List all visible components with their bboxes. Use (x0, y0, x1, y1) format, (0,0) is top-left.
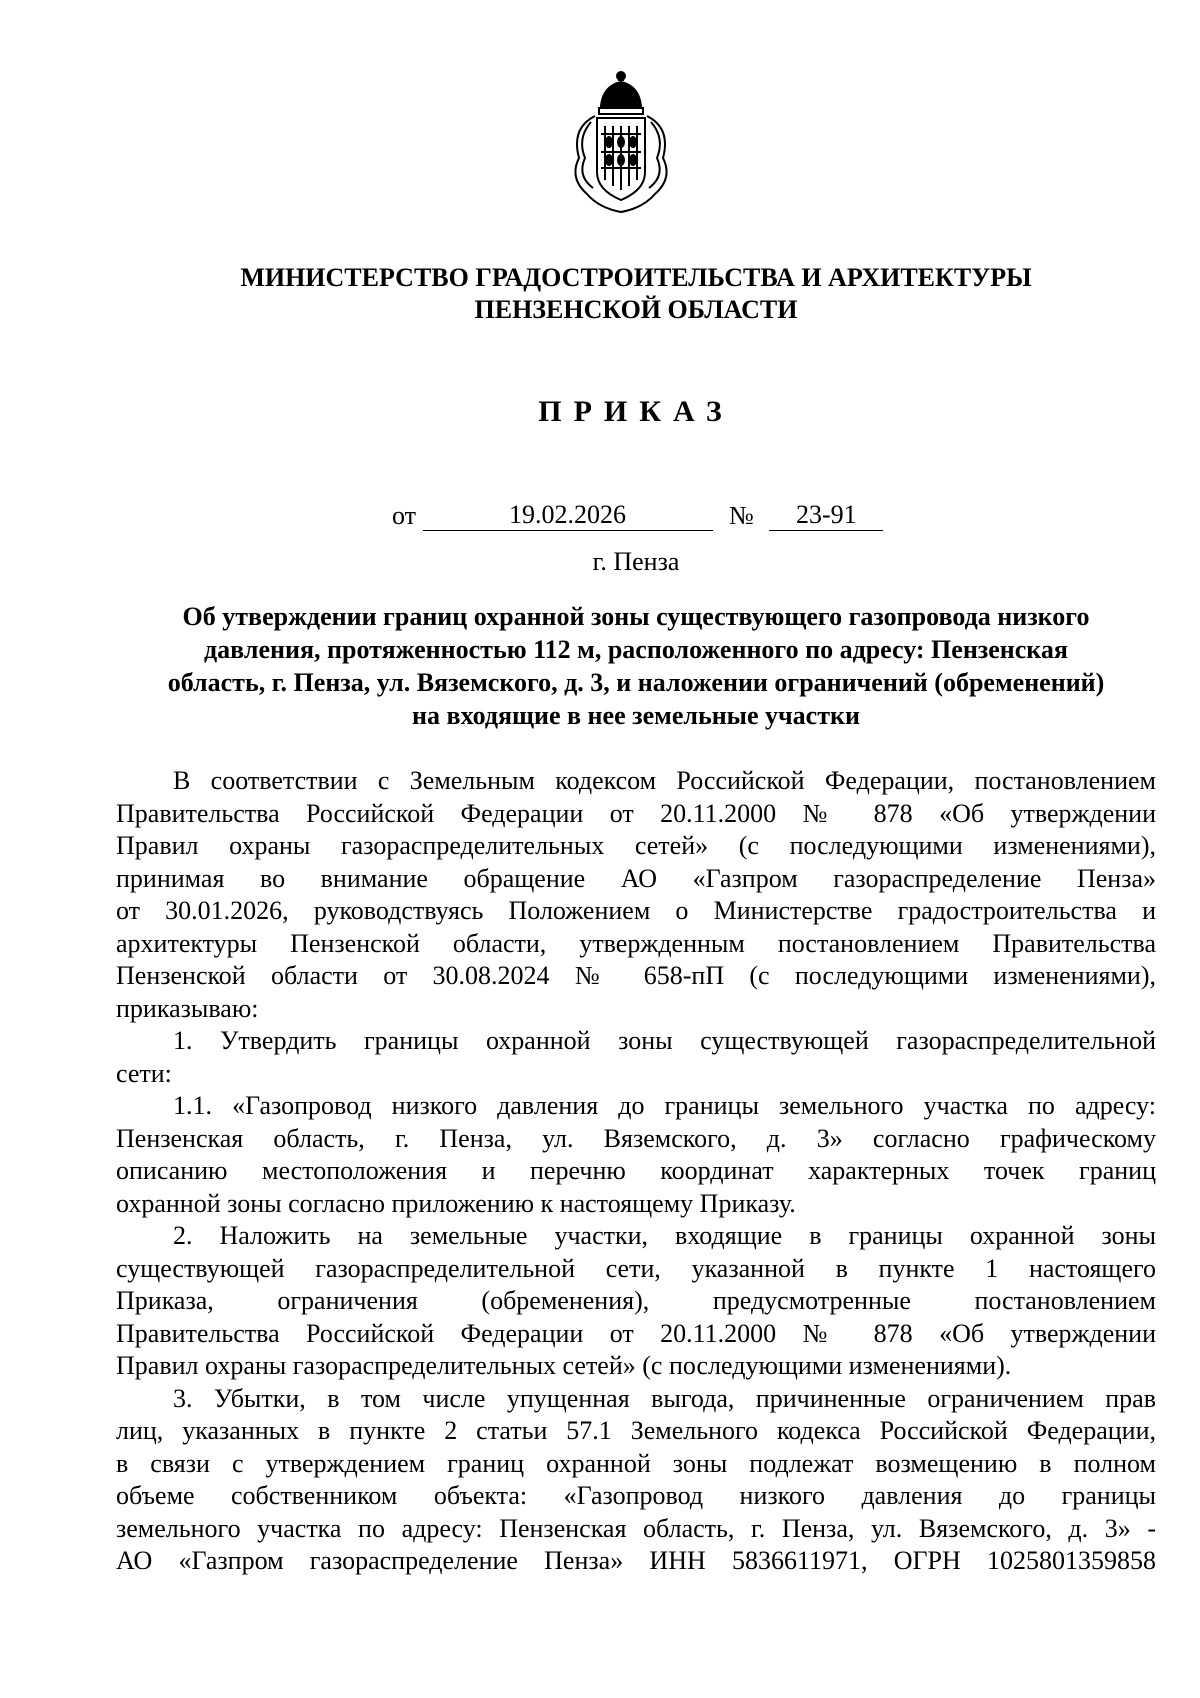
ministry-line-2: ПЕНЗЕНСКОЙ ОБЛАСТИ (474, 295, 798, 324)
body-line: Правительства Российской Федерации от 20.11.2000 № 878 «Об утверждении (116, 1318, 1156, 1348)
title-line: Об утверждении границ охранной зоны существующего газопровода низкого (182, 602, 1090, 631)
document-body (116, 765, 1156, 1578)
title-line: область, г. Пенза, ул. Вяземского, д. 3, и наложении ограничений (обременений) (167, 668, 1105, 697)
body-line: АО «Газпром газораспределение Пенза» ИНН 5836611971, ОГРН 1025801359858 (116, 1546, 1156, 1575)
body-line: Пензенской области от 30.08.2024 № 658-пП (с последующими изменениями), (116, 961, 1156, 990)
date-label: от (392, 501, 417, 530)
ministry-header (0, 262, 1200, 326)
number-label: № (729, 501, 754, 530)
body-line: Приказа, ограничения (обременения), предусмотренные постановлением (116, 1286, 1156, 1315)
body-line: земельного участка по адресу: Пензенская область, г. Пенза, ул. Вяземского, д. 3» - (116, 1513, 1156, 1543)
body-line: охранной зоны согласно приложению к настоящему Приказу. (116, 1188, 796, 1218)
body-line: Правил охраны газораспределительных сетей» (с последующими изменениями), (116, 831, 1156, 860)
ministry-line-1: МИНИСТЕРСТВО ГРАДОСТРОИТЕЛЬСТВА И АРХИТЕКТУРЫ (240, 263, 1032, 292)
order-date-number-line (392, 500, 883, 534)
body-line: существующей газораспределительной сети, указанной в пункте 1 настоящего (116, 1253, 1156, 1283)
coat-of-arms-emblem (565, 68, 677, 220)
body-line: описанию местоположения и перечню координат характерных точек границ (116, 1156, 1156, 1185)
body-line: В соответствии с Земельным кодексом Российской Федерации, постановлением (173, 766, 1156, 795)
body-line: сети: (116, 1058, 172, 1088)
body-line: 1.1. «Газопровод низкого давления до границы земельного участка по адресу: (173, 1091, 1156, 1120)
body-line: Правительства Российской Федерации от 20.11.2000 № 878 «Об утверждении (116, 798, 1156, 828)
order-date: 19.02.2026 (423, 500, 713, 531)
body-line: Правил охраны газораспределительных сетей» (с последующими изменениями). (116, 1351, 1012, 1380)
title-line: на входящие в нее земельные участки (412, 701, 860, 730)
body-line: архитектуры Пензенской области, утвержденным постановлением Правительства (116, 928, 1156, 958)
order-title: ПРИКАЗ (538, 395, 734, 428)
body-line: приказываю: (116, 993, 259, 1023)
body-line: 3. Убытки, в том числе упущенная выгода, причиненные ограничением прав (173, 1383, 1156, 1413)
body-line: принимая во внимание обращение АО «Газпром газораспределение Пенза» (116, 863, 1156, 893)
body-line: от 30.01.2026, руководствуясь Положением о Министерстве градостроительства и (116, 896, 1156, 925)
body-line: 1. Утвердить границы охранной зоны существующей газораспределительной (173, 1026, 1156, 1055)
body-line: 2. Наложить на земельные участки, входящие в границы охранной зоны (173, 1221, 1156, 1250)
title-line: давления, протяженностью 112 м, расположенного по адресу: Пензенская (204, 635, 1068, 664)
body-line: объеме собственником объекта: «Газопровод низкого давления до границы (116, 1481, 1156, 1510)
order-number: 23-91 (769, 500, 883, 531)
city-name: г. Пенза (592, 547, 680, 576)
document-title (116, 600, 1156, 732)
body-line: в связи с утверждением границ охранной зоны подлежат возмещению в полном (116, 1448, 1156, 1478)
body-line: Пензенская область, г. Пенза, ул. Вяземского, д. 3» согласно графическому (116, 1123, 1156, 1153)
body-line: лиц, указанных в пункте 2 статьи 57.1 Земельного кодекса Российской Федерации, (116, 1416, 1156, 1445)
